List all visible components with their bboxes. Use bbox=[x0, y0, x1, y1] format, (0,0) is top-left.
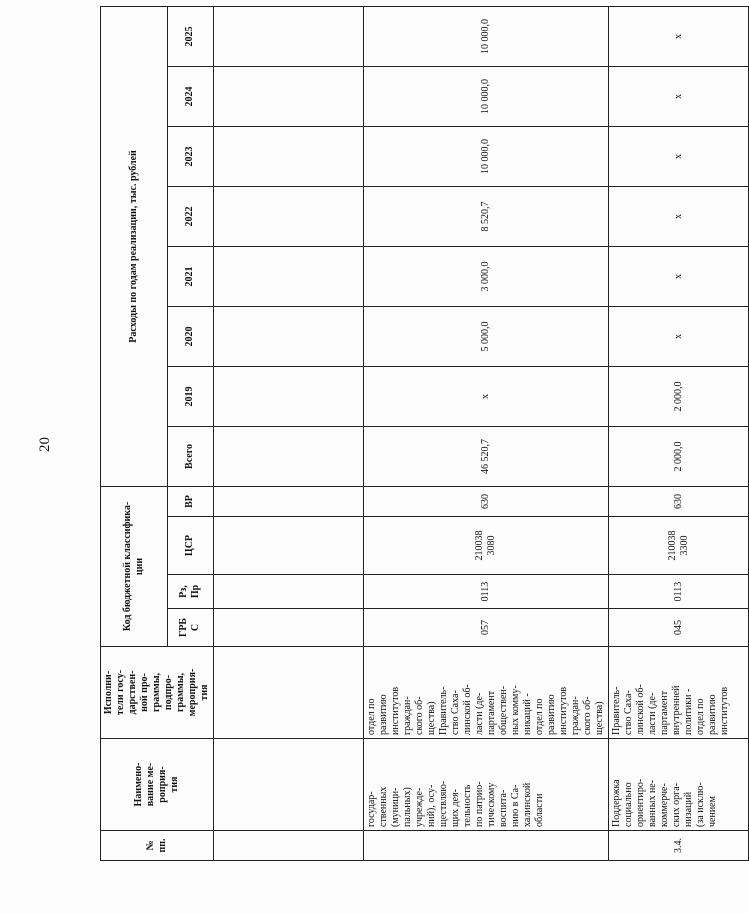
header-grbs: ГРБ С bbox=[167, 609, 213, 647]
table-row bbox=[364, 6, 609, 860]
cell-executor bbox=[214, 647, 364, 739]
cell-year: 2 000,0 bbox=[609, 366, 749, 426]
cell-year bbox=[214, 66, 364, 126]
cell-executor: Правитель- ство Саха- линской об- ласти (де- партамент внутренней политики - отдел по развитию институтов bbox=[609, 647, 749, 739]
cell-year bbox=[214, 186, 364, 246]
header-year: 2023 bbox=[167, 126, 213, 186]
cell-grbs: 045 bbox=[609, 609, 749, 647]
cell-year: x bbox=[609, 6, 749, 66]
budget-table bbox=[100, 6, 749, 861]
cell-year bbox=[214, 366, 364, 426]
budget-table-sheet bbox=[100, 18, 730, 861]
cell-total bbox=[214, 426, 364, 486]
cell-year: 5 000,0 bbox=[364, 306, 609, 366]
header-total: Всего bbox=[167, 426, 213, 486]
cell-vr bbox=[214, 486, 364, 516]
cell-year: 8 520,7 bbox=[364, 186, 609, 246]
cell-year: x bbox=[609, 186, 749, 246]
cell-year: 10 000,0 bbox=[364, 6, 609, 66]
cell-year bbox=[214, 246, 364, 306]
header-year: 2021 bbox=[167, 246, 213, 306]
header-name: Наимено- вание ме- роприя- тия bbox=[101, 739, 214, 831]
cell-grbs: 057 bbox=[364, 609, 609, 647]
header-rz: Рз, Пр bbox=[167, 575, 213, 609]
cell-year: x bbox=[609, 66, 749, 126]
page-number: 20 bbox=[37, 437, 53, 452]
header-year: 2025 bbox=[167, 6, 213, 66]
cell-rz bbox=[214, 575, 364, 609]
cell-csr: 210038 3300 bbox=[609, 517, 749, 575]
header-code-group: Код бюджетной классифика- ции bbox=[101, 486, 168, 646]
header-no: № пп. bbox=[101, 831, 214, 861]
cell-csr: 210038 3080 bbox=[364, 517, 609, 575]
cell-rz: 0113 bbox=[609, 575, 749, 609]
cell-grbs bbox=[214, 609, 364, 647]
cell-year bbox=[214, 6, 364, 66]
cell-total: 2 000,0 bbox=[609, 426, 749, 486]
header-executor: Исполни- тели госу- дарствен- ной про- граммы, подпро- граммы, мероприя- тия bbox=[101, 647, 214, 739]
cell-year: 3 000,0 bbox=[364, 246, 609, 306]
header-year: 2019 bbox=[167, 366, 213, 426]
cell-name: Поддержка социально ориентиро- ванных не- коммерче- ских орга- низаций (за исклю- чением bbox=[609, 739, 749, 831]
cell-vr: 630 bbox=[364, 486, 609, 516]
cell-no: 3.4. bbox=[609, 831, 749, 861]
cell-rz: 0113 bbox=[364, 575, 609, 609]
table-row bbox=[214, 6, 364, 860]
cell-name bbox=[214, 739, 364, 831]
cell-csr bbox=[214, 517, 364, 575]
header-expenses-group: Расходы по годам реализации, тыс. рублей bbox=[101, 6, 168, 486]
header-csr: ЦСР bbox=[167, 517, 213, 575]
cell-no bbox=[214, 831, 364, 861]
cell-year: 10 000,0 bbox=[364, 66, 609, 126]
cell-year: x bbox=[609, 126, 749, 186]
cell-year: x bbox=[364, 366, 609, 426]
cell-year bbox=[214, 306, 364, 366]
cell-executor: отдел по развитию институтов граждан- ского об- щества) Правитель- ство Саха- линской об- ласти (де- партамент обществен- ных комму- никаций - отдел по развитию институтов граждан- ского об- щества) bbox=[364, 647, 609, 739]
cell-year: x bbox=[609, 246, 749, 306]
cell-year: 10 000,0 bbox=[364, 126, 609, 186]
header-year: 2020 bbox=[167, 306, 213, 366]
cell-total: 46 520,7 bbox=[364, 426, 609, 486]
table-row bbox=[609, 6, 749, 860]
header-vr: ВР bbox=[167, 486, 213, 516]
cell-vr: 630 bbox=[609, 486, 749, 516]
cell-year bbox=[214, 126, 364, 186]
header-year: 2024 bbox=[167, 66, 213, 126]
header-year: 2022 bbox=[167, 186, 213, 246]
cell-no bbox=[364, 831, 609, 861]
cell-name: государ- ственных (муници- пальных) учрежде- ний), осу- ществляю- щих дея- тельность по патрио- тическому воспита- нию в Са- халинской области bbox=[364, 739, 609, 831]
cell-year: x bbox=[609, 306, 749, 366]
